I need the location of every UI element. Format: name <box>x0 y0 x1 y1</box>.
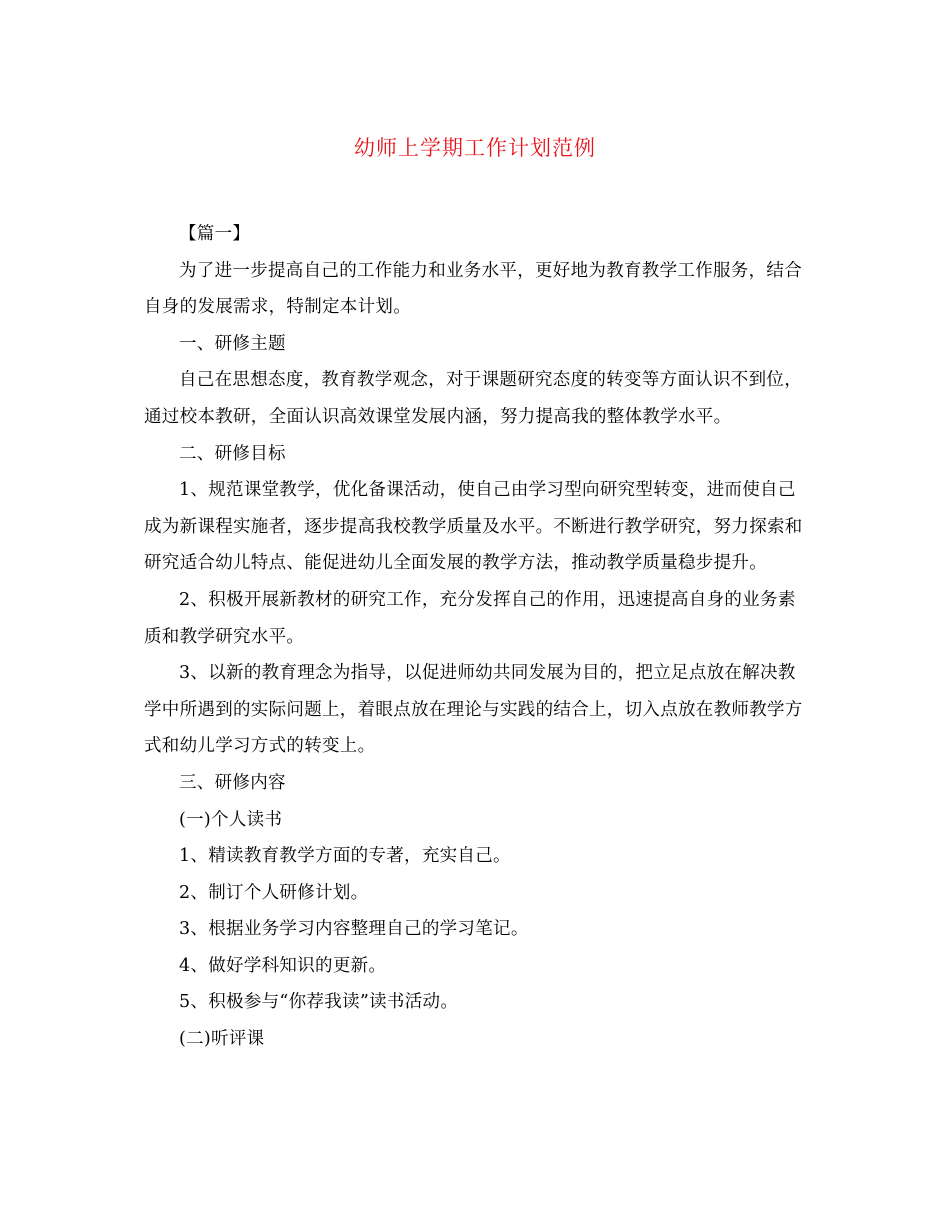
subheading-lessons: (二)听评课 <box>179 1029 265 1050</box>
paragraph-intro: 为了进一步提高自己的工作能力和业务水平，更好地为教育教学工作服务，结合自身的发展需求，特制定本计划。 <box>144 260 802 318</box>
document-title: 幼师上学期工作计划范例 <box>354 136 596 160</box>
list-item-reading-3: 3、根据业务学习内容整理自己的学习笔记。 <box>179 919 529 940</box>
document-body <box>144 216 812 1058</box>
heading-topic: 一、研修主题 <box>179 333 286 354</box>
list-item-reading-1: 1、精读教育教学方面的专著，充实自己。 <box>179 846 511 867</box>
paragraph-topic: 自己在思想态度，教育教学观念，对于课题研究态度的转变等方面认识不到位，通过校本教研，全面认识高效课堂发展内涵，努力提高我的整体教学水平。 <box>144 370 802 427</box>
paragraph-goal-1: 1、规范课堂教学，优化备课活动，使自己由学习型向研究型转变，进而使自己成为新课程实施者，逐步提高我校教学质量及水平。不断进行教学研究，努力探索和研究适合幼儿特点、能促进幼儿全面发展的教学方法，推动教学质量稳步提升。 <box>144 480 803 574</box>
section-label: 【篇一】 <box>179 224 251 244</box>
list-item-reading-4: 4、做好学科知识的更新。 <box>179 955 387 976</box>
subheading-reading: (一)个人读书 <box>179 809 283 830</box>
heading-goals: 二、研修目标 <box>179 443 286 464</box>
heading-content: 三、研修内容 <box>179 772 286 793</box>
list-item-reading-2: 2、制订个人研修计划。 <box>179 882 369 903</box>
paragraph-goal-3: 3、以新的教育理念为指导，以促进师幼共同发展为目的，把立足点放在解决教学中所遇到的实际问题上，着眼点放在理论与实践的结合上，切入点放在教师教学方式和幼儿学习方式的转变上。 <box>144 663 803 757</box>
list-item-reading-5: 5、积极参与“你荐我读”读书活动。 <box>179 992 459 1013</box>
paragraph-goal-2: 2、积极开展新教材的研究工作，充分发挥自己的作用，迅速提高自身的业务素质和教学研究水平。 <box>144 589 796 647</box>
